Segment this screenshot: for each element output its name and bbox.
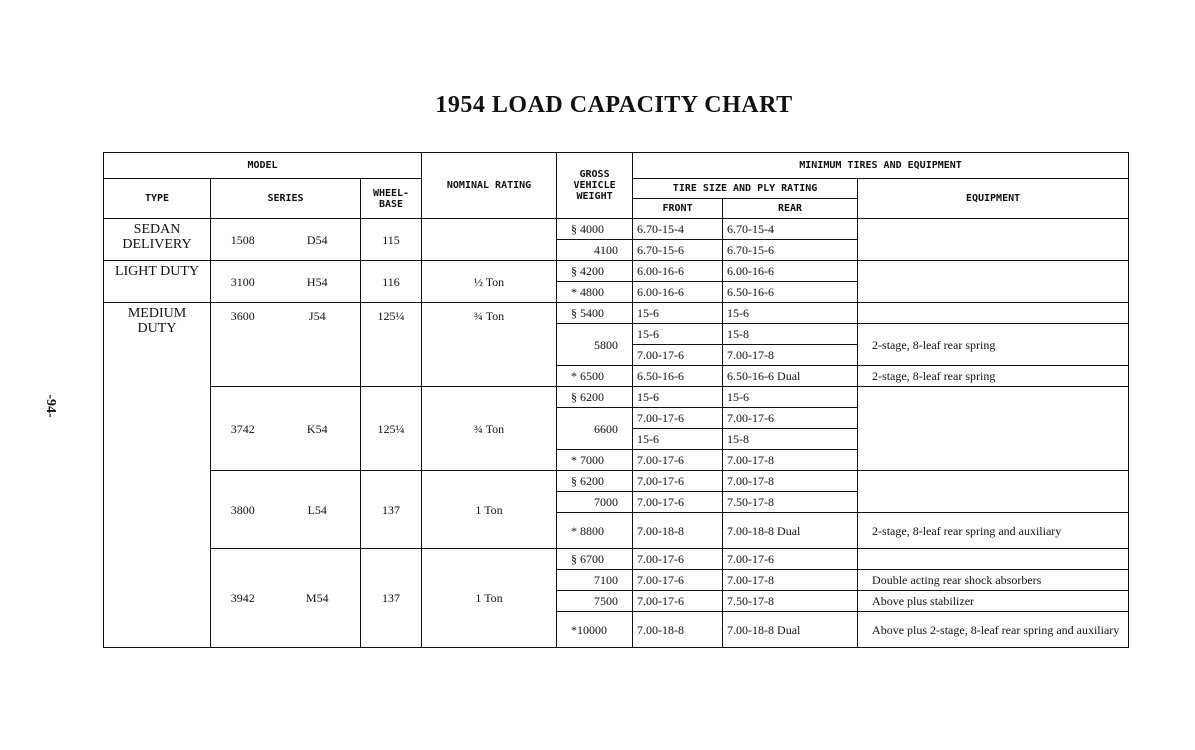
table-row — [104, 387, 1129, 408]
type-medium-duty: MEDIUM DUTY — [104, 303, 211, 648]
front-tire: 6.00-16-6 — [633, 282, 723, 303]
header-series: SERIES — [211, 179, 361, 219]
nominal-rating — [422, 219, 557, 261]
rear-tire: 7.00-18-8 Dual — [723, 513, 858, 549]
front-tire: 7.00-17-6 — [633, 591, 723, 612]
header-rear: REAR — [723, 199, 858, 219]
header-front: FRONT — [633, 199, 723, 219]
series-number: 3942 — [211, 549, 275, 648]
gvw-value: 7500 — [557, 591, 633, 612]
gvw-value: * 7000 — [557, 450, 633, 471]
front-tire: 7.00-17-6 — [633, 345, 723, 366]
load-capacity-table — [103, 152, 1129, 648]
table-row — [104, 261, 1129, 282]
front-tire: 15-6 — [633, 303, 723, 324]
front-tire: 6.50-16-6 — [633, 366, 723, 387]
gvw-value: 7100 — [557, 570, 633, 591]
equipment — [858, 261, 1129, 303]
gvw-value: 6600 — [557, 408, 633, 450]
front-tire: 6.00-16-6 — [633, 261, 723, 282]
gvw-value: *10000 — [557, 612, 633, 648]
series-number: 3742 — [211, 387, 275, 471]
series-number: 3600 — [211, 303, 275, 387]
table-row — [104, 471, 1129, 492]
rear-tire: 7.00-17-8 — [723, 345, 858, 366]
nominal-rating: ½ Ton — [422, 261, 557, 303]
nominal-rating: ¾ Ton — [422, 387, 557, 471]
series-code: K54 — [275, 387, 361, 471]
rear-tire: 7.00-17-8 — [723, 450, 858, 471]
front-tire: 7.00-17-6 — [633, 471, 723, 492]
type-sedan-delivery: SEDAN DELIVERY — [104, 219, 211, 261]
header-model: MODEL — [104, 153, 422, 179]
equipment — [858, 219, 1129, 261]
front-tire: 7.00-17-6 — [633, 408, 723, 429]
equipment: Above plus stabilizer — [858, 591, 1129, 612]
rear-tire: 7.00-18-8 Dual — [723, 612, 858, 648]
gvw-value: § 6200 — [557, 387, 633, 408]
front-tire: 15-6 — [633, 324, 723, 345]
gvw-value: § 4000 — [557, 219, 633, 240]
front-tire: 7.00-17-6 — [633, 492, 723, 513]
front-tire: 7.00-18-8 — [633, 513, 723, 549]
rear-tire: 6.50-16-6 Dual — [723, 366, 858, 387]
gvw-value: § 6200 — [557, 471, 633, 492]
front-tire: 6.70-15-4 — [633, 219, 723, 240]
table-row — [104, 219, 1129, 240]
nominal-rating: 1 Ton — [422, 471, 557, 549]
front-tire: 7.00-17-6 — [633, 450, 723, 471]
series-code: H54 — [275, 261, 361, 303]
rear-tire: 6.00-16-6 — [723, 261, 858, 282]
equipment — [858, 387, 1129, 471]
series-number: 3100 — [211, 261, 275, 303]
table-row — [104, 303, 1129, 324]
equipment: 2-stage, 8-leaf rear spring and auxiliary — [858, 513, 1129, 549]
gvw-value: 5800 — [557, 324, 633, 366]
rear-tire: 7.00-17-8 — [723, 570, 858, 591]
header-type: TYPE — [104, 179, 211, 219]
rear-tire: 15-6 — [723, 387, 858, 408]
series-code: M54 — [275, 549, 361, 648]
equipment — [858, 471, 1129, 513]
rear-tire: 7.00-17-8 — [723, 471, 858, 492]
rear-tire: 6.70-15-4 — [723, 219, 858, 240]
equipment — [858, 549, 1129, 570]
header-gvw: GROSS VEHICLE WEIGHT — [557, 153, 633, 219]
series-code: J54 — [275, 303, 361, 387]
header-nominal-rating: NOMINAL RATING — [422, 153, 557, 219]
page-number: -94- — [43, 394, 58, 418]
front-tire: 7.00-17-6 — [633, 570, 723, 591]
front-tire: 6.70-15-6 — [633, 240, 723, 261]
gvw-value: 4100 — [557, 240, 633, 261]
header-wheelbase: WHEEL-BASE — [361, 179, 422, 219]
rear-tire: 6.50-16-6 — [723, 282, 858, 303]
equipment — [858, 303, 1129, 324]
equipment: 2-stage, 8-leaf rear spring — [858, 324, 1129, 366]
rear-tire: 7.50-17-8 — [723, 492, 858, 513]
wheelbase: 137 — [361, 549, 422, 648]
gvw-value: 7000 — [557, 492, 633, 513]
rear-tire: 15-8 — [723, 429, 858, 450]
type-light-duty: LIGHT DUTY — [104, 261, 211, 303]
series-code: D54 — [275, 219, 361, 261]
wheelbase: 125¼ — [361, 303, 422, 387]
gvw-value: § 6700 — [557, 549, 633, 570]
table-row — [104, 549, 1129, 570]
header-tire-size: TIRE SIZE AND PLY RATING — [633, 179, 858, 199]
rear-tire: 15-8 — [723, 324, 858, 345]
wheelbase: 116 — [361, 261, 422, 303]
wheelbase: 115 — [361, 219, 422, 261]
nominal-rating: ¾ Ton — [422, 303, 557, 387]
front-tire: 7.00-18-8 — [633, 612, 723, 648]
series-code: L54 — [275, 471, 361, 549]
header-equipment: EQUIPMENT — [858, 179, 1129, 219]
front-tire: 15-6 — [633, 387, 723, 408]
wheelbase: 125¼ — [361, 387, 422, 471]
rear-tire: 7.00-17-6 — [723, 408, 858, 429]
series-number: 1508 — [211, 219, 275, 261]
gvw-value: * 4800 — [557, 282, 633, 303]
equipment: 2-stage, 8-leaf rear spring — [858, 366, 1129, 387]
rear-tire: 7.00-17-6 — [723, 549, 858, 570]
rear-tire: 7.50-17-8 — [723, 591, 858, 612]
gvw-value: * 8800 — [557, 513, 633, 549]
gvw-value: § 5400 — [557, 303, 633, 324]
front-tire: 15-6 — [633, 429, 723, 450]
rear-tire: 6.70-15-6 — [723, 240, 858, 261]
front-tire: 7.00-17-6 — [633, 549, 723, 570]
rear-tire: 15-6 — [723, 303, 858, 324]
gvw-value: § 4200 — [557, 261, 633, 282]
gvw-value: * 6500 — [557, 366, 633, 387]
equipment: Above plus 2-stage, 8-leaf rear spring and auxiliary — [858, 612, 1129, 648]
equipment: Double acting rear shock absorbers — [858, 570, 1129, 591]
wheelbase: 137 — [361, 471, 422, 549]
header-min-tires: MINIMUM TIRES AND EQUIPMENT — [633, 153, 1129, 179]
series-number: 3800 — [211, 471, 275, 549]
nominal-rating: 1 Ton — [422, 549, 557, 648]
page-title: 1954 LOAD CAPACITY CHART — [435, 92, 793, 118]
